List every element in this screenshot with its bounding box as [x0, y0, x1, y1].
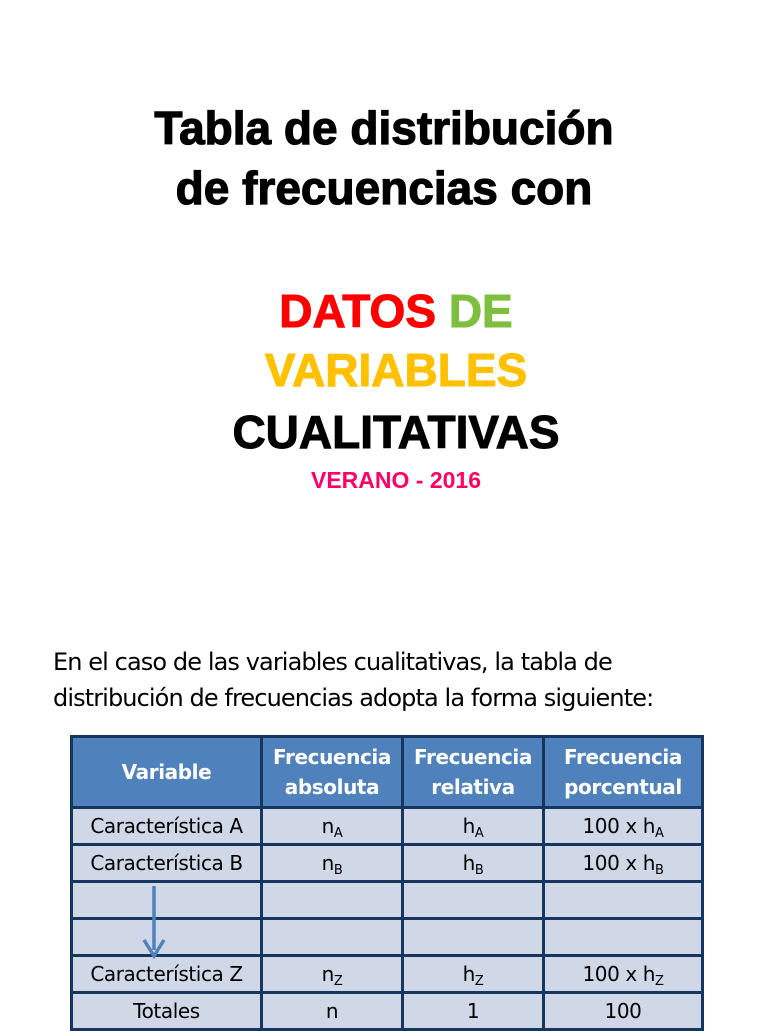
table-header-row [72, 737, 703, 808]
cell-frecuencia-absoluta [262, 882, 403, 919]
cell-frecuencia-porcentual-value: 100 x h [582, 814, 656, 838]
intro-paragraph [53, 644, 753, 716]
cell-frecuencia-porcentual [544, 919, 703, 956]
cell-frecuencia-relativa-value: h [462, 814, 475, 838]
header-porcentual-line1: Frecuencia [564, 745, 682, 769]
variables-word: VARIABLES [264, 344, 528, 396]
cell-variable-value: Característica A [90, 814, 243, 838]
cell-frecuencia-absoluta-value: n [321, 814, 334, 838]
subtitle-line-1 [0, 283, 768, 339]
cell-frecuencia-porcentual-value: 100 x h [582, 851, 656, 875]
cell-variable [72, 808, 262, 845]
table-row [72, 845, 703, 882]
cell-frecuencia-relativa [403, 956, 544, 993]
cell-frecuencia-porcentual-subscript: B [655, 863, 664, 878]
verano-label: VERANO - 2016 [310, 467, 481, 493]
cell-frecuencia-absoluta-value: n [325, 999, 339, 1023]
cell-frecuencia-relativa [403, 919, 544, 956]
cell-frecuencia-absoluta [262, 808, 403, 845]
cell-frecuencia-relativa [403, 845, 544, 882]
cell-frecuencia-porcentual [544, 882, 703, 919]
header-porcentual-line2: porcentual [564, 775, 682, 799]
datos-word: DATOS [279, 285, 437, 337]
cell-frecuencia-absoluta-value: n [321, 851, 334, 875]
cell-frecuencia-relativa-value: h [462, 851, 475, 875]
cell-frecuencia-relativa-value: h [462, 962, 475, 986]
cell-frecuencia-absoluta-subscript: A [333, 826, 343, 841]
title-line-2: de frecuencias con [175, 162, 593, 214]
cell-frecuencia-absoluta-subscript: Z [333, 974, 343, 989]
cell-frecuencia-relativa-subscript: B [474, 863, 484, 878]
cell-frecuencia-porcentual [544, 845, 703, 882]
cell-frecuencia-absoluta [262, 956, 403, 993]
cell-variable-value: Totales [133, 999, 200, 1023]
cell-frecuencia-relativa-subscript: A [474, 826, 484, 841]
header-absoluta-line2: absoluta [284, 775, 380, 799]
intro-line-1: En el caso de las variables cualitativas, la tabla de [53, 648, 612, 676]
cell-frecuencia-relativa-subscript: Z [474, 974, 484, 989]
header-frecuencia-relativa [403, 737, 544, 808]
cell-frecuencia-relativa [403, 882, 544, 919]
cell-frecuencia-absoluta-value: n [321, 962, 334, 986]
cualitativas-word: CUALITATIVAS [232, 406, 560, 458]
cell-variable-value: Característica B [90, 851, 243, 875]
header-variable: Variable [72, 737, 262, 808]
header-frecuencia-porcentual [544, 737, 703, 808]
cell-frecuencia-porcentual [544, 808, 703, 845]
slide-title [0, 98, 768, 218]
cell-variable-value: Característica Z [90, 962, 243, 986]
header-relativa-line1: Frecuencia [414, 745, 532, 769]
table-row [72, 808, 703, 845]
arrow-down-icon [140, 884, 168, 962]
cell-frecuencia-porcentual-subscript: A [655, 826, 664, 841]
cell-frecuencia-porcentual-value: 100 x h [582, 962, 656, 986]
title-line-1: Tabla de distribución [154, 102, 614, 154]
cell-frecuencia-absoluta-subscript: B [333, 863, 343, 878]
cell-frecuencia-porcentual [544, 956, 703, 993]
header-frecuencia-absoluta [262, 737, 403, 808]
frequency-table [70, 735, 704, 1031]
header-relativa-line2: relativa [431, 775, 515, 799]
de-word: DE [448, 285, 513, 337]
cell-frecuencia-relativa-value: 1 [466, 999, 480, 1023]
cell-frecuencia-porcentual-value: 100 [604, 999, 642, 1023]
intro-line-2: distribución de frecuencias adopta la forma siguiente: [53, 684, 654, 712]
cell-frecuencia-porcentual-subscript: Z [655, 974, 664, 989]
cell-frecuencia-absoluta [262, 845, 403, 882]
cell-variable [72, 845, 262, 882]
cell-frecuencia-absoluta [262, 919, 403, 956]
cell-frecuencia-relativa [403, 808, 544, 845]
header-absoluta-line1: Frecuencia [273, 745, 391, 769]
